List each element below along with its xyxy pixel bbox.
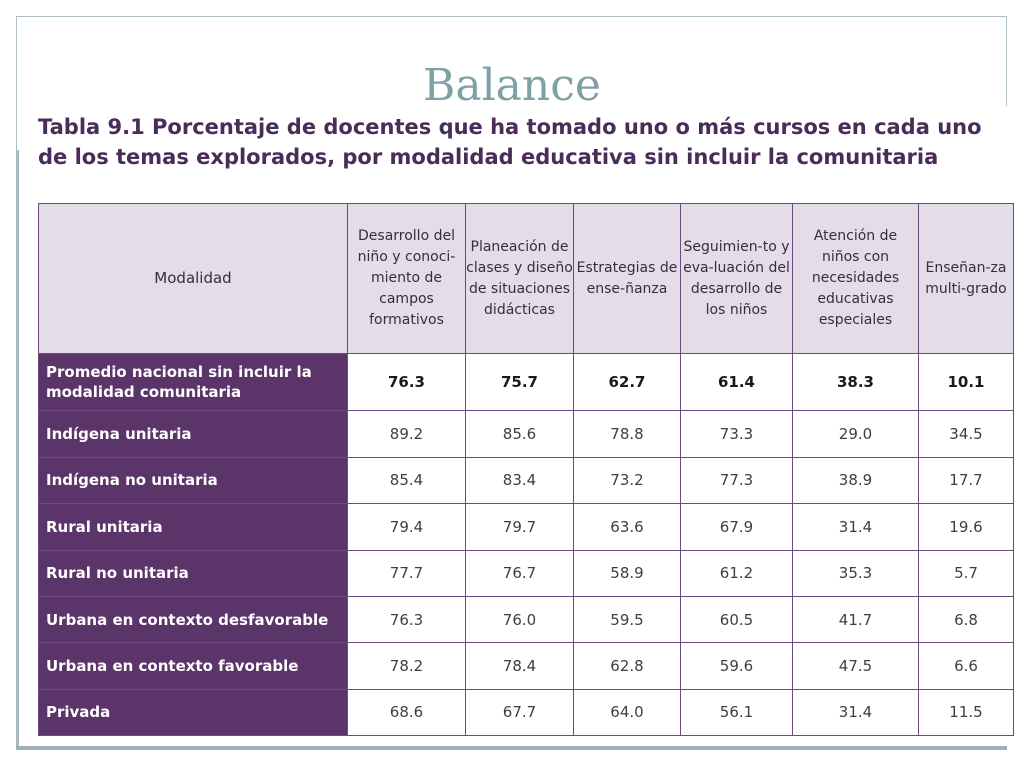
cell-value: 59.6: [681, 643, 793, 689]
cell-value: 78.2: [348, 643, 466, 689]
table-row: [39, 596, 1014, 642]
cell-value: 58.9: [574, 550, 681, 596]
cell-value: 83.4: [466, 457, 574, 503]
cell-value: 19.6: [919, 504, 1014, 550]
table-row: [39, 643, 1014, 689]
cell-value: 78.4: [466, 643, 574, 689]
row-label: Urbana en contexto desfavorable: [39, 596, 348, 642]
row-label: Promedio nacional sin incluir la modalidad comunitaria: [39, 354, 348, 411]
row-label: Urbana en contexto favorable: [39, 643, 348, 689]
table-number: Tabla 9.1: [38, 115, 145, 139]
row-label: Rural unitaria: [39, 504, 348, 550]
cell-value: 67.9: [681, 504, 793, 550]
cell-value: 5.7: [919, 550, 1014, 596]
cell-value: 76.7: [466, 550, 574, 596]
cell-value: 76.3: [348, 354, 466, 411]
slide-frame-bottom: [16, 746, 1007, 750]
cell-value: 89.2: [348, 411, 466, 457]
cell-value: 17.7: [919, 457, 1014, 503]
cell-value: 76.0: [466, 596, 574, 642]
cell-value: 38.3: [793, 354, 919, 411]
cell-value: 6.8: [919, 596, 1014, 642]
cell-value: 6.6: [919, 643, 1014, 689]
table-row: [39, 504, 1014, 550]
cell-value: 47.5: [793, 643, 919, 689]
row-label: Rural no unitaria: [39, 550, 348, 596]
table-header-row: [39, 204, 1014, 354]
cell-value: 61.4: [681, 354, 793, 411]
table-body: [39, 354, 1014, 736]
slide-frame-left-shadow: [16, 150, 19, 748]
table-row: [39, 411, 1014, 457]
cell-value: 85.4: [348, 457, 466, 503]
header-column-2: Planeación de clases y diseño de situaciones didácticas: [466, 204, 574, 354]
cell-value: 67.7: [466, 689, 574, 735]
cell-value: 62.7: [574, 354, 681, 411]
cell-value: 31.4: [793, 689, 919, 735]
header-column-5: Atención de niños con necesidades educativas especiales: [793, 204, 919, 354]
cell-value: 63.6: [574, 504, 681, 550]
cell-value: 79.7: [466, 504, 574, 550]
header-column-3: Estrategias de ense-ñanza: [574, 204, 681, 354]
cell-value: 38.9: [793, 457, 919, 503]
header-column-1: Desarrollo del niño y conoci-miento de campos formativos: [348, 204, 466, 354]
header-modalidad: Modalidad: [39, 204, 348, 354]
row-label: Privada: [39, 689, 348, 735]
cell-value: 68.6: [348, 689, 466, 735]
cell-value: 60.5: [681, 596, 793, 642]
data-table: [38, 203, 1014, 736]
row-label: Indígena unitaria: [39, 411, 348, 457]
cell-value: 34.5: [919, 411, 1014, 457]
slide-title: Balance: [423, 60, 601, 111]
cell-value: 62.8: [574, 643, 681, 689]
cell-value: 73.2: [574, 457, 681, 503]
table-caption: [38, 112, 1018, 172]
cell-value: 77.7: [348, 550, 466, 596]
cell-value: 31.4: [793, 504, 919, 550]
header-column-4: Seguimien-to y eva-luación del desarrollo de los niños: [681, 204, 793, 354]
cell-value: 76.3: [348, 596, 466, 642]
cell-value: 77.3: [681, 457, 793, 503]
row-label: Indígena no unitaria: [39, 457, 348, 503]
table-row: [39, 689, 1014, 735]
table-row: [39, 550, 1014, 596]
slide-frame-top: [16, 16, 1007, 17]
cell-value: 56.1: [681, 689, 793, 735]
cell-value: 35.3: [793, 550, 919, 596]
table-caption-text: Porcentaje de docentes que ha tomado uno o más cursos en cada uno de los temas explorados, por modalidad educativa sin incluir la comunitaria: [38, 115, 982, 169]
cell-value: 41.7: [793, 596, 919, 642]
table-row: [39, 457, 1014, 503]
cell-value: 29.0: [793, 411, 919, 457]
cell-value: 73.3: [681, 411, 793, 457]
table-row-average: [39, 354, 1014, 411]
cell-value: 64.0: [574, 689, 681, 735]
cell-value: 59.5: [574, 596, 681, 642]
cell-value: 78.8: [574, 411, 681, 457]
cell-value: 61.2: [681, 550, 793, 596]
cell-value: 75.7: [466, 354, 574, 411]
cell-value: 11.5: [919, 689, 1014, 735]
header-column-6: Enseñan-za multi-grado: [919, 204, 1014, 354]
cell-value: 10.1: [919, 354, 1014, 411]
cell-value: 85.6: [466, 411, 574, 457]
cell-value: 79.4: [348, 504, 466, 550]
